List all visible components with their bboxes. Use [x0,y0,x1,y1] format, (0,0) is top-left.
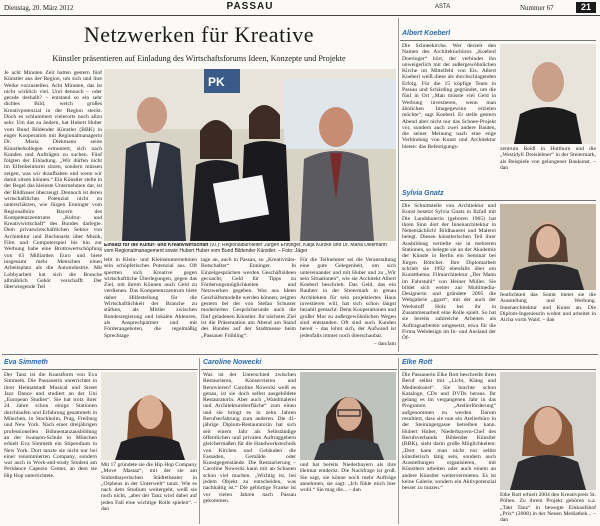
simmeth-text-continued: Mit 17 gründete sie die Hip Hop Company „Move Mastaz“, mit der sie am Südostbayerischen Städtetheater in „Orpheus in der Unterwelt“ tanzt. Wie es nach dem Studium weitergeht, weiß sie noch nicht, „aber der Tanz wird dabei auf jeden Fall eine wichtige Rolle spielen“. – dan [101,462,197,513]
page-number: 21 [576,2,596,13]
simmeth-heading: Eva Simmeth [4,359,48,366]
bottom-rule [2,354,598,355]
simmeth-rule [2,369,198,370]
article-column-3: tage an, auch in Passau, so „Kreativitäts-Botschafter“ Enninger. In Einzelgesprächen werden Geschäftsideen gecoacht, Geld für Tipps zu Förderungsmöglichkeiten und Netzwerken gegeben. Was aus Ideen Geschäftsmodelle werden können, zeigten gestern bei der von Stefan Schuster moderierten Gesprächsrunde auch die fünf geladenen Künstler. Ihr nächstes Ziel ist die Präsentation am Abend am Stand des Bundes auf der Stadtmesse beim „Passauer Frühling“. [201,257,296,339]
rott-text: Die Passauerin Elke Rott beschreibt ihren Beruf selbst mit „Licht, Klang und Medienkunst“. Sie brachte schon Kataloge, CDs und DVDs heraus. Ihr gelang es im vergangenen Jahr in das Programm „Atelierförderung“ aufgenommen zu werden. Darum resultiert, dass sie nun ein Atelierbüro in der Steiningergasse betreiben kann. Hubert Huber, Niederbayern-Chef des Berufsverbands Bildender Künstler (BBK), sieht darin große Möglichkeiten: „Dort kann man nicht nur selbst künstlerisch tätig sein, sondern auch Ausstellungen organisieren, mit Künstlern arbeiten oder auch einem an andere Künstler weitervermieten. Es ist keine Galerie, sondern ein Aktivpotenzial besser zu nutzen.“ [402,372,496,492]
koeberl-rule [400,40,596,41]
rott-rule [400,369,596,370]
rott-text-continued: Elke Rott erhielt 2004 den Kreativpreis St. Pölten. Zu ihrem Projekt gehören u.a. „Takt Tanz“ in bewegte Einkaufshof „Prix“ (2008) in der Neuen Mediathek... – dan [500,492,596,524]
koeberl-text: Die Schneekirche. Wer derzeit den Namen des Architekturbüros „Koeberl Doeringer“ hört, der verbindet ihn unweigerlich mit der außergewöhnlichen Kirche im Mittelfeld von Eis. Albert Koeberl weiß diese als durchschlagenden Erfolg. Für die 15 köpfige Team in Passau und Schärding gegründet, um die fünf in Ort „Man müsste viel Geld in Werbung investieren, wenn man ähnlichen Imagegewinn erzielen möchte“, sagt Koeberl. Er stelle gestern Abend aber nicht nur das Schnee-Projekt vor, sondern auch zwei andere Bauten, die seiner Meinung nach eine enge Verbindung von Kunst und Architektur bieten: das Befestigungs- [402,43,496,150]
gnatz-rule [400,200,596,201]
koeberl-heading: Albert Koeberl [402,30,451,37]
caption-headline: Einsatz für die Kultur- und Kreativwirtschaft [104,243,209,248]
paper-name: ASTA [435,4,451,10]
article-author: – dan/lam [373,341,396,347]
article-subtitle: Künstler präsentieren auf Einladung des Wirtschaftsforums Ideen, Konzepte und Projekte [52,54,346,63]
bottom-divider-1 [199,358,200,524]
simmeth-photo [101,372,197,460]
issue-date: Dienstag, 20. März 2012 [4,4,74,12]
nowecki-text: Was ist der Unterschied zwischen Restaurieren, Konservieren und Renovieren? Caroline Nowecki weiß es genau, ist sie doch selbst ausgebildete Restauratorin. Aber auch „Wandmalerei und Architekturoberfläche“ zum einen und sie bringt es in zehn Jahren Berufserfahrung zum anderen. Die 41-jährige Diplom-Restauratorin hat sich seit einem Jahr als Selbständige öffentlichen und privaten Auftraggebern gleichermaßen für die Handwerkstechnik von Kirchen und Gebäuden die Fassaden, Gemälde oder Kunstgegenstände. Die Restaurierung – Caroline Nowecki kann mit an Schauen schon viel machen. „Wichtig ist, bei jedem Objekt zu entscheiden, was nachhaltig ist.“ Die gebürtige Franke ist vor vielen Jahren nach Passau gekommen. [203,372,296,504]
gnatz-heading: Sylvia Gnatz [402,190,444,197]
simmeth-text: Der Tanz ist die Kunstform von Eva Simmeth. Die Passauerin unterrichtet in ihrer Heimatstadt Musical und Street Jazz Dance und studiert an der Uni „European Studies“. Sie hat trotz ihrer 24 Jahre schon einige Stationen durchlaufen und Erfahrung gesammelt in München, in Stockholm, Prag, Freiburg und New York. Nach einer dreijährigen professionellen Bühnentanzausbildung an der Iwanson-Schule in München erhielt Eva Simmeth ein Stipendium in New York. Dort tanzte sie nicht nur bei einer renommierten Company, sondern war auch in Work-and-study Student am Peridance Capezio Center, an dem sie Hip Hop unterrichtete. [4,372,97,479]
issue-number: Nummer 67 [520,4,554,12]
nowecki-portrait [300,372,396,460]
page-header [0,0,600,16]
article-column-1: Je acht Minuten Zeit hatten gestern fünf Künstler aus der Region, um sich und ihre Werke vorzustellen. Acht Minuten, das ist nicht wirklich viel. Und dennoch – oder gerade deshalb? – entstand so ein sehr dichtes Bild, welch großes Kreativpotenzial in der Region steckt. Doch es schlummert vielerorts noch allzu sehr. Um das zu ändern, hat Hubert Huber vom Bund Bildender Künstler (BBK) in enger Kooperation mit Regionalmanagerin Dr. Maria Diekmann seine Künstlerkollegen ermuntert, sich nach Kunden und Aufträgen zu suchen. Fünf folgten der Einladung. „Wir dürfen nicht im Elfenbeinturm sitzen, sondern müssen zeigen, was wir draufhaben und wenn wir damit sitzen können.“ Ein Künstler stelle in der Regel das kleinste Unternehmen dar, ist der Bildhauer überzeugt. Dennoch ist deren wirtschaftliches Potenzial nicht zu unterschätzen, wie Jürgen Enninger vom Regionalbüro Bayern des Kompetenzzentrums „Kultur- und Kreativwirtschaft“ des Bundes darlegte. Dem privatwirtschaftlichen Sektor von Architektur und Buchmarkt über Musik, Film und Computerspiel bis hin zur Werbung habe eine Bruttowertschöpfung von 63 Milliarden Euro und biete insgesamt mehr Menschen einen Arbeitsplatz als die Autoindustrie. Mit Lobbyarbeit hat sich die Branche allmählich Gehör verschafft. Der überwiegende Teil [4,70,102,291]
gnatz-text: Die Schnittstelle von Architektur und Kunst besetzt Sylvia Gnatz in Ilzfall mit Die Landshuterin (geboren 1965) hat ihren Sinn dort der Innenarchitektur in Nebensächlich! Bildhauerei und Malerei belegt. Diesen künstlerischen Teil ihrer Ausbildung vertiefte sie in mehreren Stationen, so belegte sie an der Akademie der Künste in Berlin ein Seminar bei Jürgen Böttcher. Ihre Diplomarbeit schrieb sie 1992 ebenfalls über ein Kunstthema: Filmarchitektur „Der Mann im Fahrstuhl“ von Heiner Müller. Sie bildet sich weiter zur Multimedia-Designerin und gründete 2005 die Webgalerie „ggart“, mit der auch der Werkstoff Holz bei ihr in Zusammenarbeit eine Rolle spielt. So hat sie bereits zahlreiche Arbeiten als Auftragsarbeiten umgesetzt, etwa für die Firma Webdesign im In- und Ausland der Öf- [402,203,496,342]
rott-portrait [500,372,596,490]
group-photo-image [104,69,396,241]
article-title: Netzwerken für Kreative [83,22,315,47]
rott-photo [500,372,596,490]
caption-text: (v.l.): Regionalbüroleiter Jürgen Enninger, Katja Kurzke und Dr. Maria Diekmann vom Regionalmanagement sowie Hubert Huber vom Bund Bildender Künstler. – Foto: Jäger [104,243,387,254]
simmeth-portrait [101,372,197,460]
gnatz-portrait [500,204,596,290]
article-column-2: lebt in Klein- und Kleinstunternehmen sein schöpferisches Potenzial aus. Oft sperrten sich Kreative gegen wirtschaftliche Überlegungen, gegen das Ziel, mit ihrem Können auch Geld zu verdienen. Das Kompetenzzentrum biete daher Hilfestellung für die Wirtschaftlichkeit der Branche zu stärken, als Mittler zwischen Bundesregierung und lokalen Akteuren, als Ansprechpartner und mit Förderangeboten, die regelmäßig Sprechtage [104,257,197,339]
photo-caption [104,243,396,255]
gnatz-text-continued: fentlichkeit das Sonnt bietet sie die Ausstellung und Werbung. Innenarchitektur und Kunst an. Die Diplom-Ingenieurin wohnt und arbeitet in Aicha vorm Wald. – dan [500,292,596,324]
koeberl-photo [500,44,596,144]
gnatz-photo [500,204,596,290]
nowecki-text-continued: und hat bereits Niederbayern als ihre Heimat entdeckt. Die Nachfrage ist groß. Sie sagt, sie könne noch mehr Aufträge annehmen, sie sagt: „Ich fühle mich hier wohl.“ Sie mag die... – dan [300,462,396,494]
column-divider [398,18,399,352]
svg-text:PK: PK [208,75,225,89]
bottom-divider-2 [398,358,399,524]
koeberl-portrait [500,44,596,144]
nowecki-photo [300,372,396,460]
nowecki-rule [201,369,397,370]
nowecki-heading: Caroline Nowecki [203,359,262,366]
koeberl-text-continued: zentrum Reidl in Hutthurn und die „Westidyll Dreisiebner“ in der Steiermark, als Beispiele von gelungener Baukunst. – dan [500,146,596,171]
rott-heading: Elke Rott [402,359,433,366]
main-photo [104,69,396,241]
article-column-4: Für die Teilnehmer sei die Veranstaltung eine gute Gelegenheit, um sich untereinander und mit Huber und zu „Wir sein Situationen“, wie sie Architekt Albert Koeberl beschrieb. Das Geld, das ein Bauherr in der Steiermark in genau Architekten für sein projektiertes Haus investieren will, hat sich schon längst bezahlt gemacht: Denn Kooperationen und großer Mut zu außergewöhnlichen Wegen sind entstanden. Oft sind auch Kunden bereit – das lohnt sich, der Aufwand ist jedenfalls immer noch überschaubar. [300,257,396,339]
section-name: PASSAU [226,1,274,12]
